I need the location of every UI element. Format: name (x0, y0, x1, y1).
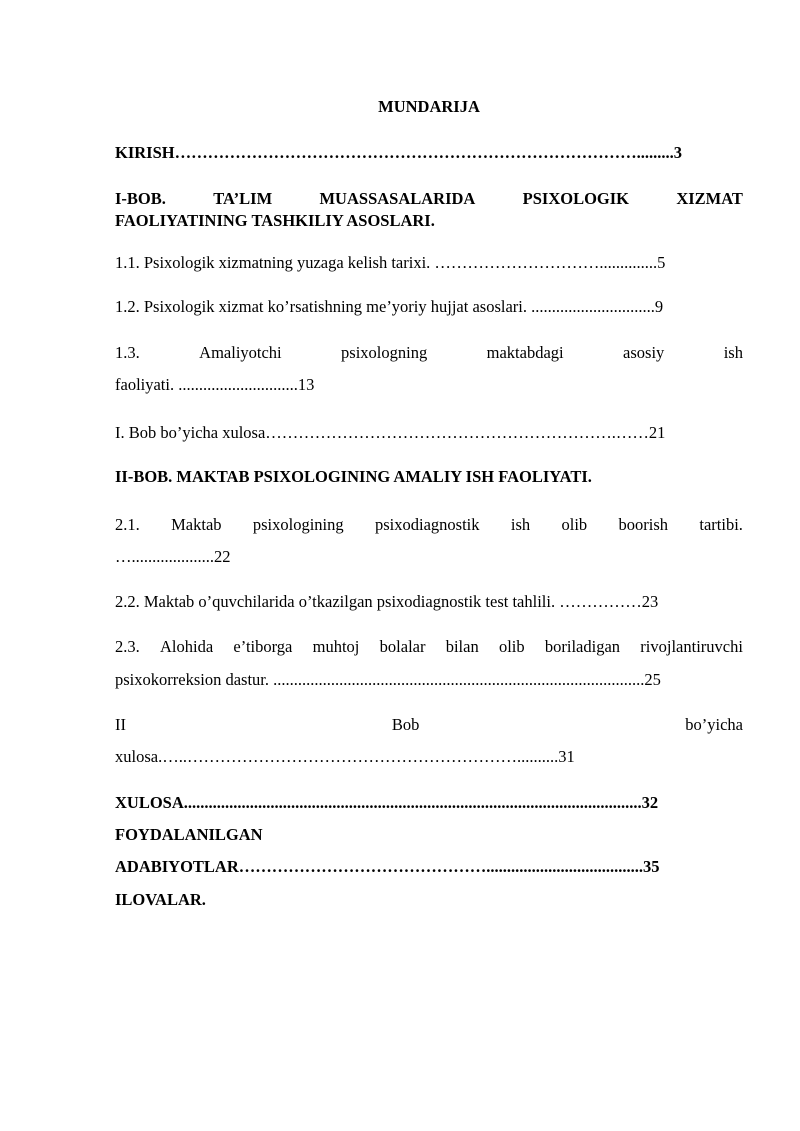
word: boriladigan (544, 637, 621, 656)
document-page (115, 0, 743, 1131)
word: bo’yicha (685, 715, 743, 734)
word: ish (510, 515, 531, 534)
word: asosiy (623, 343, 665, 362)
toc-entry-1-3-line2: faoliyati. .............................13 (115, 375, 315, 394)
word: bilan (445, 637, 479, 656)
toc-entry-2-1-line2: …....................22 (115, 547, 231, 566)
word: MUASSASALARIDA (319, 189, 476, 208)
word: olib (498, 637, 525, 656)
word: II (115, 715, 126, 734)
toc-entry-1-3-line1 (115, 343, 743, 363)
toc-entry-2-3-line1 (115, 637, 743, 657)
toc-entry-ilovalar: ILOVALAR. (115, 890, 206, 909)
toc-entry-adabiyotlar: ADABIYOTLAR………………………………………......................................35 (115, 857, 660, 876)
word: 1.3. (115, 343, 140, 362)
word: Amaliyotchi (199, 343, 282, 362)
word: maktabdagi (486, 343, 564, 362)
toc-chapter-1-heading-line2: FAOLIYATINING TASHKILIY ASOSLARI. (115, 211, 435, 230)
word: rivojlantiruvchi (640, 637, 743, 656)
toc-entry-1-2: 1.2. Psixologik xizmat ko’rsatishning me’yoriy hujjat asoslari. ..............................9 (115, 297, 664, 316)
word: TA’LIM (213, 189, 273, 208)
word: Bob (391, 715, 420, 734)
word: PSIXOLOGIK (522, 189, 630, 208)
word: psixologining (252, 515, 344, 534)
toc-entry-2-1-line1 (115, 515, 743, 535)
toc-chapter-2-heading: II-BOB. MAKTAB PSIXOLOGINING AMALIY ISH FAOLIYATI. (115, 467, 592, 486)
toc-entry-kirish: KIRISH………………………………………………………………………….........3 (115, 143, 682, 162)
word: 2.1. (115, 515, 140, 534)
toc-entry-2-3-line2: psixokorreksion dastur. ..........................................................................................25 (115, 670, 661, 689)
toc-entry-bob2-xulosa-line1 (115, 715, 743, 735)
toc-entry-bob1-xulosa: I. Bob bo’yicha xulosa……………………………………………………….……21 (115, 423, 666, 442)
word: psixodiagnostik (375, 515, 480, 534)
word: Maktab (171, 515, 222, 534)
word: bolalar (379, 637, 426, 656)
toc-entry-foydalanilgan: FOYDALANILGAN (115, 825, 263, 844)
toc-entry-xulosa: XULOSA...............................................................................................................32 (115, 793, 659, 812)
word: I-BOB. (115, 189, 166, 208)
toc-chapter-1-heading-line1 (115, 189, 743, 209)
word: psixologning (341, 343, 428, 362)
word: 2.3. (115, 637, 140, 656)
word: e’tiborga (233, 637, 293, 656)
word: olib (561, 515, 588, 534)
page-title: MUNDARIJA (378, 97, 480, 116)
word: Alohida (160, 637, 214, 656)
word: muhtoj (312, 637, 360, 656)
word: ish (723, 343, 743, 362)
toc-entry-1-1: 1.1. Psixologik xizmatning yuzaga kelish tarixi. …………………………..............5 (115, 253, 666, 272)
toc-entry-2-2: 2.2. Maktab o’quvchilarida o’tkazilgan psixodiagnostik test tahlili. ……………23 (115, 592, 659, 611)
word: XIZMAT (676, 189, 743, 208)
toc-entry-bob2-xulosa-line2: xulosa.…..……………………………………………………..........31 (115, 747, 575, 766)
word: boorish (618, 515, 669, 534)
word: tartibi. (699, 515, 743, 534)
